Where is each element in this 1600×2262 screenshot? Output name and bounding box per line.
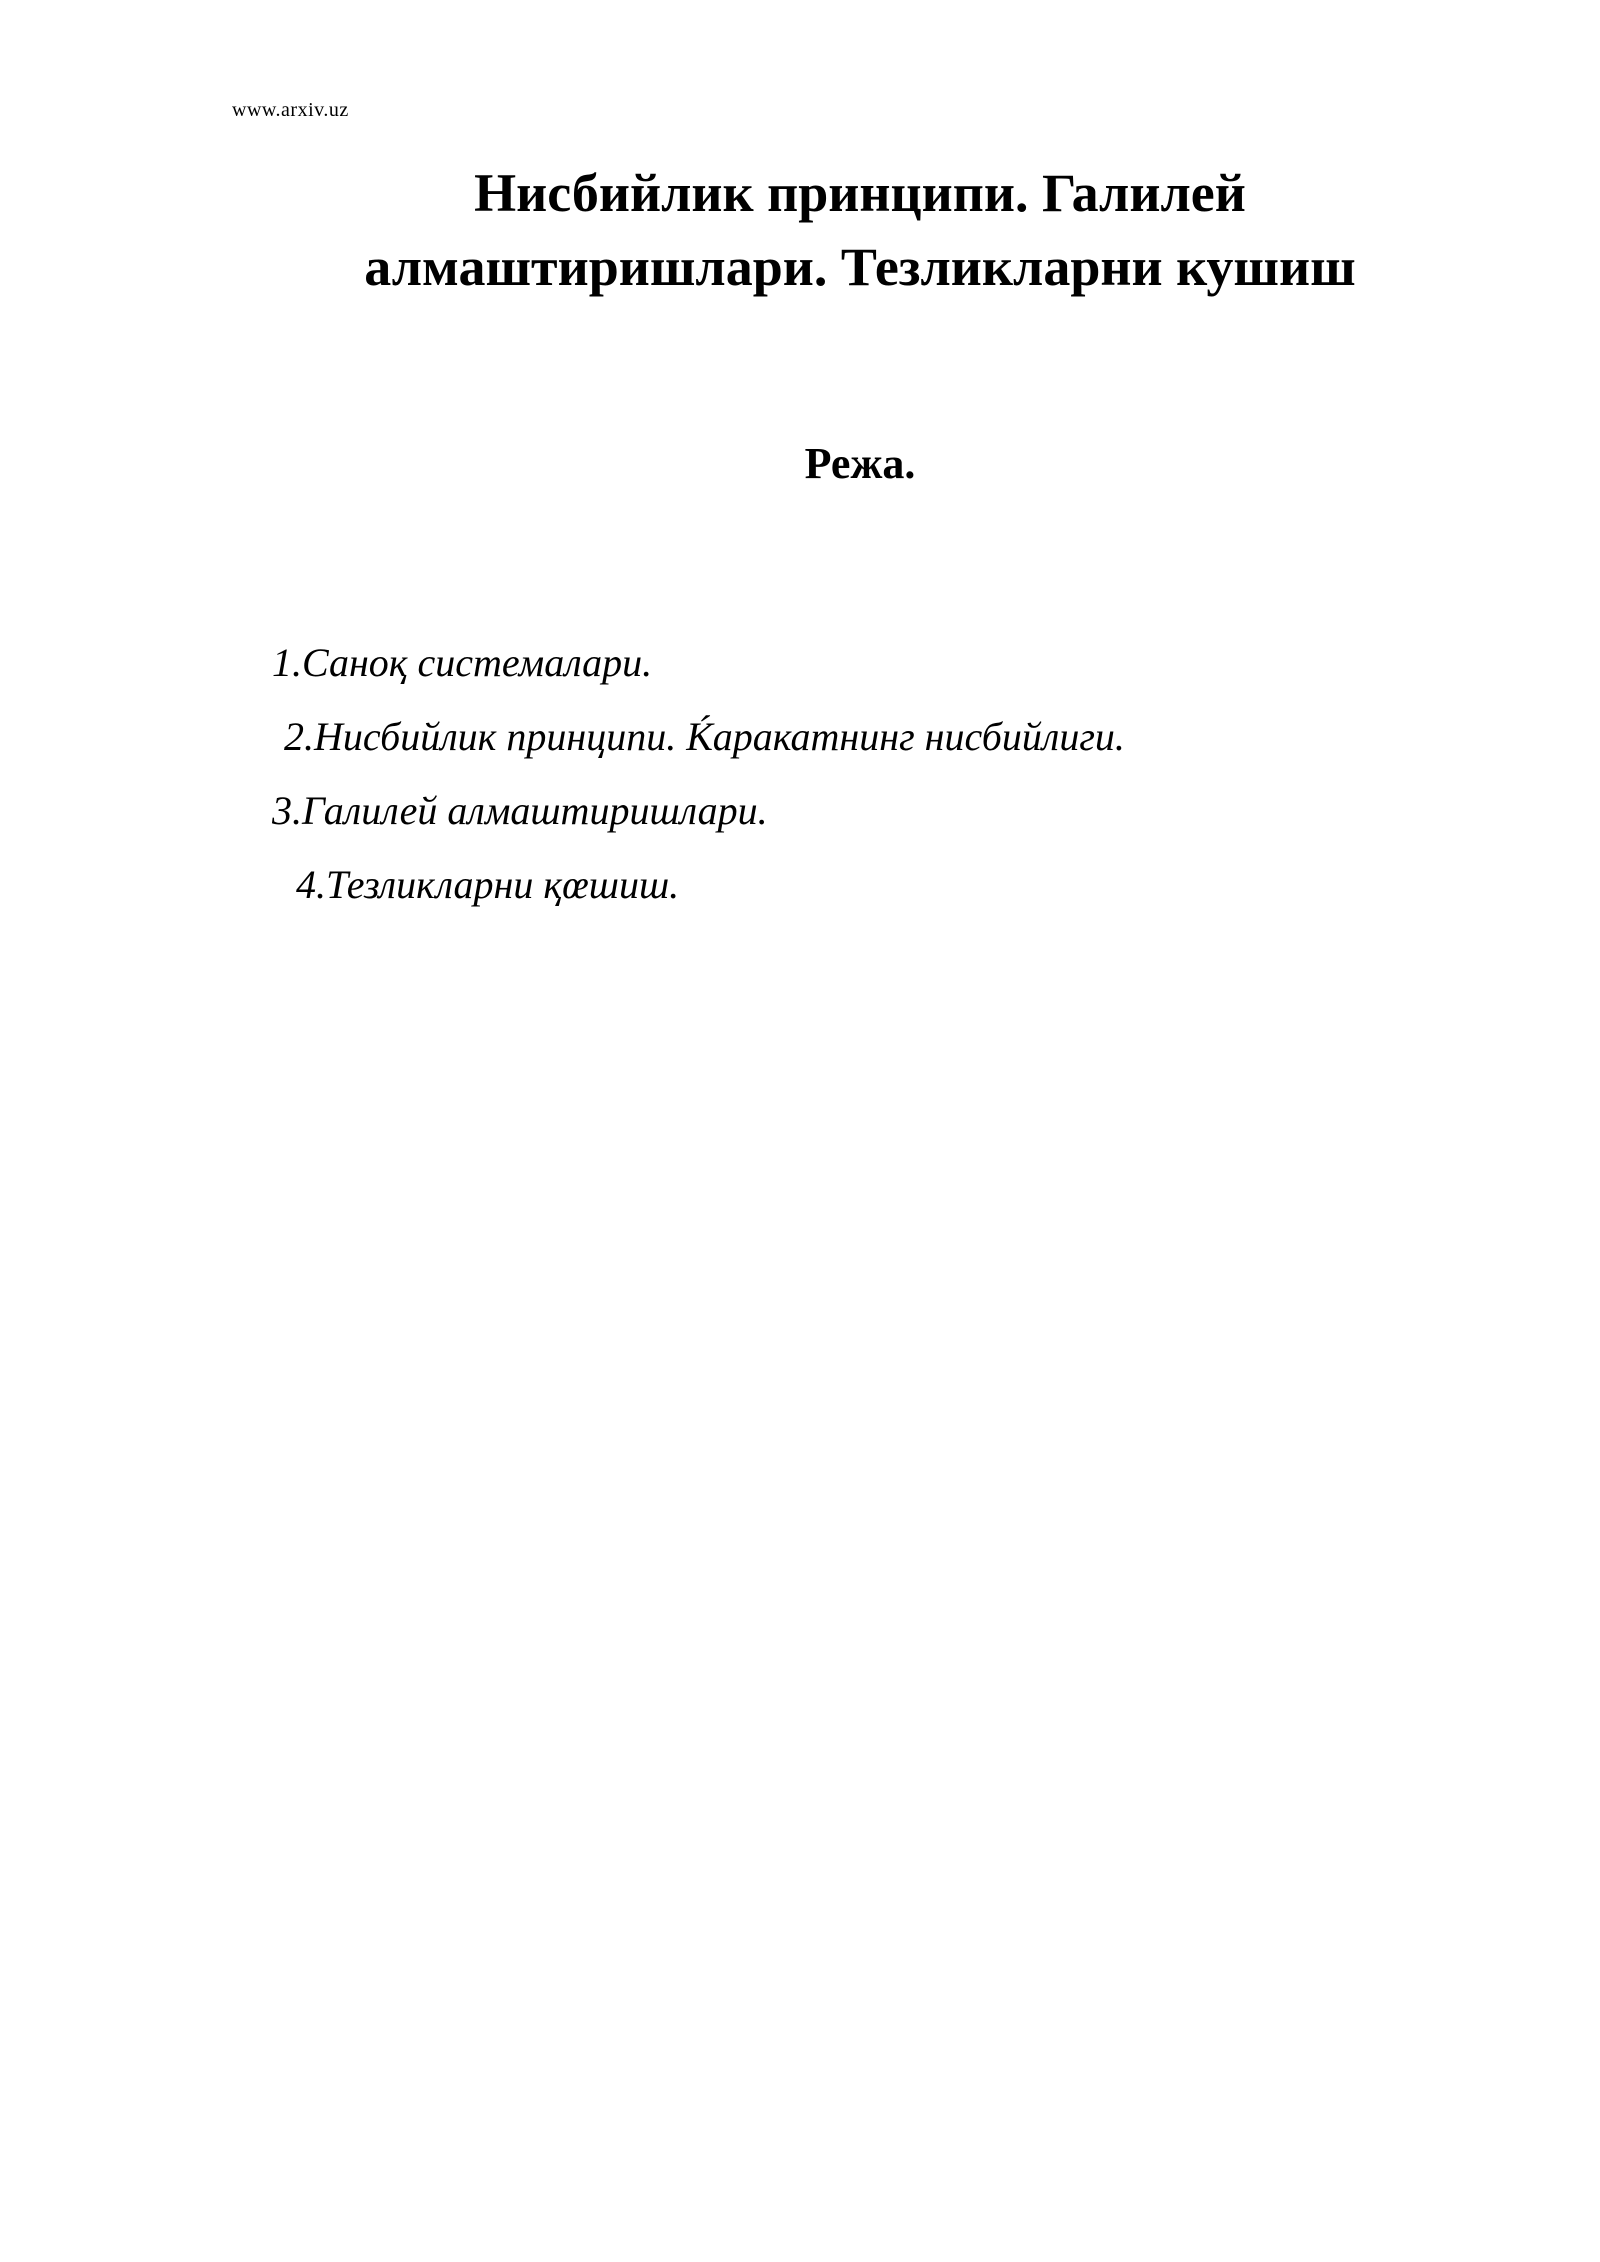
plan-item-2: 2.Нисбийлик принципи. Ќаракатнинг нисбийлиги.	[284, 714, 1125, 759]
document-title	[200, 156, 1520, 304]
plan-item-1: 1.Саноқ системалари.	[272, 640, 653, 685]
document-title-line-1: Нисбийлик принципи. Галилей	[474, 163, 1246, 223]
document-title-line-2: алмаштиришлари. Тезликларни кушиш	[364, 237, 1356, 297]
plan-item-4: 4.Тезликларни қœшиш.	[296, 862, 680, 907]
header-url: www.arxiv.uz	[232, 99, 349, 121]
plan-item-3: 3.Галилей алмаштиришлари.	[272, 788, 768, 833]
plan-heading: Режа.	[804, 439, 916, 488]
